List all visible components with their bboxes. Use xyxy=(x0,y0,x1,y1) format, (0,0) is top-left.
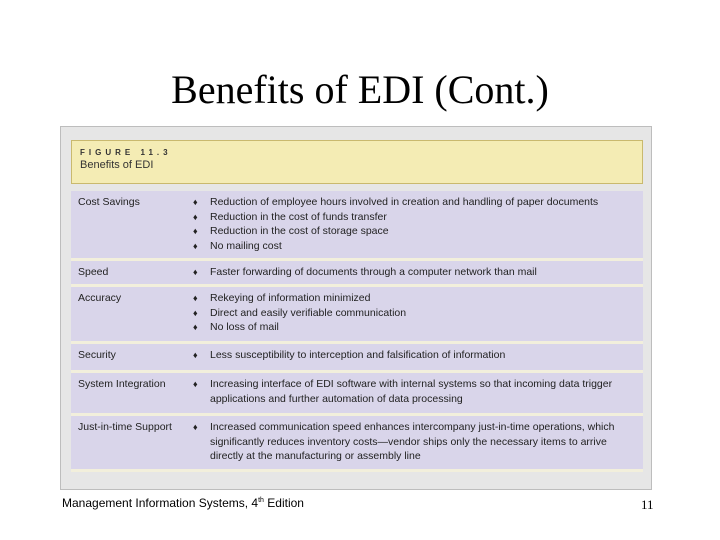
bullet-icon: ♦ xyxy=(193,293,198,303)
list-item xyxy=(193,320,643,335)
bullet-icon: ♦ xyxy=(193,307,198,318)
table-row xyxy=(71,373,643,416)
row-label: Accuracy xyxy=(78,292,122,304)
item-text: Faster forwarding of documents through a computer network than mail xyxy=(210,266,537,278)
item-text: Direct and easily verifiable communication xyxy=(210,306,407,319)
footer-source-main: Management Information Systems, 4 xyxy=(62,496,259,510)
item-text: Reduction of employee hours involved in creation and handling of paper documents xyxy=(210,196,599,208)
row-label: Just-in-time Support xyxy=(78,421,172,433)
list-item xyxy=(193,291,643,306)
bullet-icon: ♦ xyxy=(193,240,198,251)
item-text: No loss of mail xyxy=(210,321,279,333)
table-row xyxy=(71,287,643,344)
figure-panel xyxy=(60,126,652,490)
list-item xyxy=(193,306,643,321)
list-item xyxy=(193,265,643,280)
row-items xyxy=(193,420,643,464)
table-row xyxy=(71,416,643,472)
bullet-icon: ♦ xyxy=(193,197,198,207)
item-text: Reduction in the cost of funds transfer xyxy=(210,210,387,223)
item-text: Less susceptibility to interception and falsification of information xyxy=(210,349,506,361)
bullet-icon: ♦ xyxy=(193,226,198,236)
figure-header xyxy=(71,140,643,184)
page-number: 11 xyxy=(641,497,654,512)
row-items xyxy=(193,377,643,406)
bullet-icon: ♦ xyxy=(193,322,198,332)
row-label: Security xyxy=(78,349,116,361)
footer-source-tail: Edition xyxy=(263,496,304,510)
row-label: Cost Savings xyxy=(78,196,140,208)
footer-source-sup: th xyxy=(258,497,264,504)
list-item xyxy=(193,224,643,239)
bullet-icon: ♦ xyxy=(193,350,198,360)
slide-title: Benefits of EDI (Cont.) xyxy=(171,67,549,112)
item-text: Rekeying of information minimized xyxy=(210,292,371,304)
list-item xyxy=(193,239,643,254)
bullet-icon: ♦ xyxy=(193,422,198,432)
bullet-icon: ♦ xyxy=(193,379,198,389)
list-item xyxy=(193,348,643,363)
row-label: Speed xyxy=(78,266,109,278)
footer-source xyxy=(62,496,304,510)
item-text: Reduction in the cost of storage space xyxy=(210,225,389,237)
row-label: System Integration xyxy=(78,378,166,390)
table-row xyxy=(71,261,643,287)
list-item xyxy=(193,195,643,210)
row-items xyxy=(193,291,643,335)
bullet-icon: ♦ xyxy=(193,211,198,222)
row-items xyxy=(193,348,643,363)
item-text: No mailing cost xyxy=(210,239,282,252)
benefits-table xyxy=(71,191,643,472)
item-text: Increased communication speed enhances intercompany just-in-time operations, which significantly reduces inventory costs—vendor ships only the necessary items to arrive directly at the manufacturing or assembly line xyxy=(210,421,615,462)
table-row xyxy=(71,191,643,261)
bullet-icon: ♦ xyxy=(193,267,198,277)
item-text: Increasing interface of EDI software with internal systems so that incoming data trigger applications and further automation of data processing xyxy=(210,378,613,405)
row-items xyxy=(193,265,643,280)
list-item xyxy=(193,420,643,464)
figure-caption: Benefits of EDI xyxy=(80,159,154,171)
list-item xyxy=(193,210,643,225)
figure-label: FIGURE 11.3 xyxy=(80,148,172,157)
row-items xyxy=(193,195,643,253)
list-item xyxy=(193,377,643,406)
table-row xyxy=(71,344,643,373)
